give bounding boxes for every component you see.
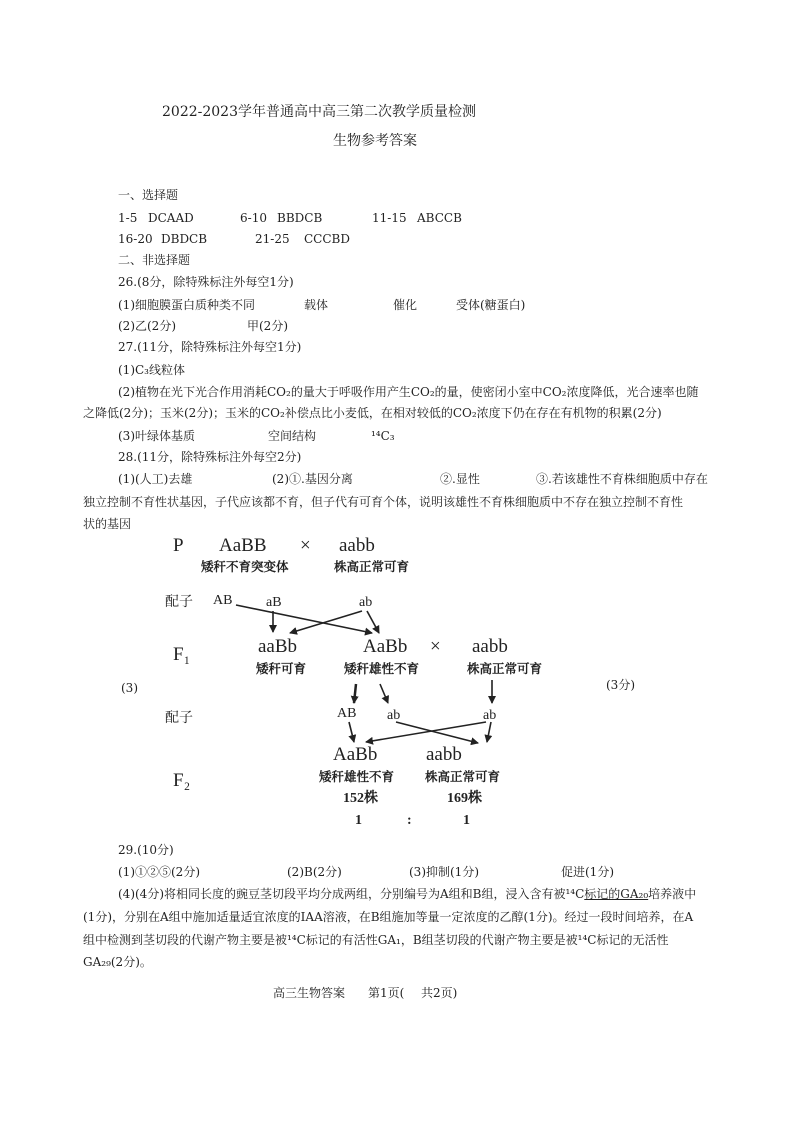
q27-answer-line: (2)植物在光下光合作用消耗CO₂的量大于呼吸作用产生CO₂的量，使密闭小室中CO₂浓度降低，光合速率也随 bbox=[118, 385, 699, 399]
q29-answer: (3)抑制(1分) bbox=[409, 865, 479, 879]
phenotype-label: 矮秆雄性不育 bbox=[344, 661, 420, 676]
q29-text: 培养液中 bbox=[648, 887, 697, 901]
gamete: ab bbox=[359, 595, 373, 610]
cross-symbol: × bbox=[430, 636, 441, 657]
gamete: AB bbox=[337, 706, 357, 721]
answer-range: 21-25 bbox=[255, 232, 290, 246]
arrow-line bbox=[349, 722, 354, 742]
answer-value: DBDCB bbox=[161, 232, 208, 246]
arrow-line bbox=[487, 722, 491, 742]
arrow-line bbox=[367, 611, 379, 633]
arrow-line bbox=[366, 722, 486, 742]
q26-answer: (2)乙(2分) bbox=[118, 319, 176, 333]
gamete: ab bbox=[483, 708, 497, 723]
q27-answer: (1)C₃线粒体 bbox=[118, 363, 185, 377]
answer-range: 6-10 bbox=[240, 211, 267, 225]
footer-total: 共2页) bbox=[421, 986, 458, 1000]
parent-genotype: aabb bbox=[339, 535, 375, 556]
answer-value: BBDCB bbox=[277, 211, 323, 225]
f1-genotype: aaBb bbox=[258, 636, 298, 657]
section-heading-nonchoice: 二、非选择题 bbox=[118, 253, 191, 267]
q26-answer: 受体(糖蛋白) bbox=[456, 298, 526, 312]
q27-answer: ¹⁴C₃ bbox=[371, 429, 395, 443]
q26-heading: 26.(8分，除特殊标注外每空1分) bbox=[118, 275, 294, 289]
f2-genotype: AaBb bbox=[333, 744, 378, 765]
q29-answer: (1)①②⑤(2分) bbox=[118, 865, 200, 879]
q28-part3-label: (3) bbox=[121, 681, 138, 695]
q26-answer: 甲(2分) bbox=[247, 319, 288, 333]
q29-answer-line: GA₂₉(2分)。 bbox=[83, 955, 152, 969]
q28-answer-line: 状的基因 bbox=[83, 517, 132, 531]
cross-symbol: × bbox=[300, 535, 311, 556]
phenotype-label: 矮秆不育突变体 bbox=[201, 559, 289, 574]
section-heading-choice: 一、选择题 bbox=[118, 188, 179, 202]
phenotype-label: 株高正常可育 bbox=[467, 661, 543, 676]
q29-answer-line: (1分)，分别在A组中施加适量适宜浓度的IAA溶液，在B组施加等量一定浓度的乙醇(1分)。经过一段时间培养，在A bbox=[83, 910, 694, 924]
q26-answer: (1)细胞膜蛋白质种类不同 bbox=[118, 298, 255, 312]
answer-range: 1-5 bbox=[118, 211, 138, 225]
q29-answer: 促进(1分) bbox=[561, 865, 614, 879]
q29-text: (4)(4分)将相同长度的豌豆茎切段平均分成两组，分别编号为A组和B组，浸入含有被¹⁴C bbox=[118, 887, 585, 901]
footer-label: 高三生物答案 bbox=[273, 986, 346, 1000]
q28-answer-line: 独立控制不育性状基因，子代应该都不育，但子代有可育个体，说明该雄性不育株细胞质中不存在独立控制不育性 bbox=[83, 495, 684, 509]
f2-label: F₂ bbox=[173, 770, 191, 791]
phenotype-label: 株高正常可育 bbox=[425, 769, 501, 784]
arrow-line bbox=[354, 684, 356, 703]
q27-answer: 空间结构 bbox=[268, 429, 317, 443]
ratio-value: 1 bbox=[355, 813, 362, 828]
gamete: AB bbox=[213, 593, 233, 608]
phenotype-label: 株高正常可育 bbox=[334, 559, 410, 574]
ratio-value: 1 bbox=[463, 813, 470, 828]
q28-answer: (1)(人工)去雄 bbox=[118, 472, 193, 486]
doc-subtitle: 生物参考答案 bbox=[333, 133, 417, 149]
f2-genotype: aabb bbox=[426, 744, 462, 765]
answer-value: CCCBD bbox=[304, 232, 350, 246]
q29-answer: (2)B(2分) bbox=[287, 865, 342, 879]
gamete: aB bbox=[266, 595, 282, 610]
arrow-line bbox=[290, 611, 362, 633]
answer-range: 11-15 bbox=[372, 211, 407, 225]
q29-answer-line bbox=[118, 886, 696, 902]
q28-part3-score: (3分) bbox=[606, 678, 635, 692]
ratio-separator: : bbox=[407, 813, 412, 828]
f1-genotype: aabb bbox=[472, 636, 508, 657]
q27-answer: (3)叶绿体基质 bbox=[118, 429, 195, 443]
q27-heading: 27.(11分，除特殊标注外每空1分) bbox=[118, 340, 302, 354]
answer-range: 16-20 bbox=[118, 232, 153, 246]
doc-title: 2022-2023学年普通高中高三第二次教学质量检测 bbox=[162, 104, 476, 120]
parent-genotype: AaBB bbox=[219, 535, 267, 556]
offspring-count: 152株 bbox=[343, 791, 378, 806]
offspring-count: 169株 bbox=[447, 791, 482, 806]
phenotype-label: 矮秆可育 bbox=[256, 661, 307, 676]
arrow-line bbox=[380, 684, 388, 703]
phenotype-label: 矮秆雄性不育 bbox=[319, 769, 395, 784]
footer-page: 第1页( bbox=[368, 986, 405, 1000]
f1-genotype: AaBb bbox=[363, 636, 408, 657]
q28-answer: ②.显性 bbox=[440, 472, 480, 486]
q29-underlined-text: 标记的GA₂₀ bbox=[584, 887, 649, 901]
cross-p-label: P bbox=[173, 535, 184, 556]
gamete-row-label: 配子 bbox=[165, 710, 193, 726]
f1-label: F₁ bbox=[173, 644, 191, 665]
q28-answer: ③.若该雄性不育株细胞质中存在 bbox=[536, 472, 708, 486]
answer-value: DCAAD bbox=[148, 211, 194, 225]
q26-answer: 载体 bbox=[304, 298, 329, 312]
q27-answer-line: 之降低(2分)；玉米(2分)；玉米的CO₂补偿点比小麦低，在相对较低的CO₂浓度下仍在存在有机物的积累(2分) bbox=[83, 406, 662, 420]
q29-heading: 29.(10分) bbox=[118, 843, 174, 857]
q28-answer: (2)①.基因分离 bbox=[272, 472, 353, 486]
q26-answer: 催化 bbox=[393, 298, 418, 312]
answer-value: ABCCB bbox=[417, 211, 462, 225]
q28-heading: 28.(11分，除特殊标注外每空2分) bbox=[118, 450, 302, 464]
q29-answer-line: 组中检测到茎切段的代谢产物主要是被¹⁴C标记的有活性GA₁，B组茎切段的代谢产物主要是被¹⁴C标记的无活性 bbox=[83, 933, 669, 947]
gamete-row-label: 配子 bbox=[165, 594, 193, 610]
gamete: ab bbox=[387, 708, 401, 723]
